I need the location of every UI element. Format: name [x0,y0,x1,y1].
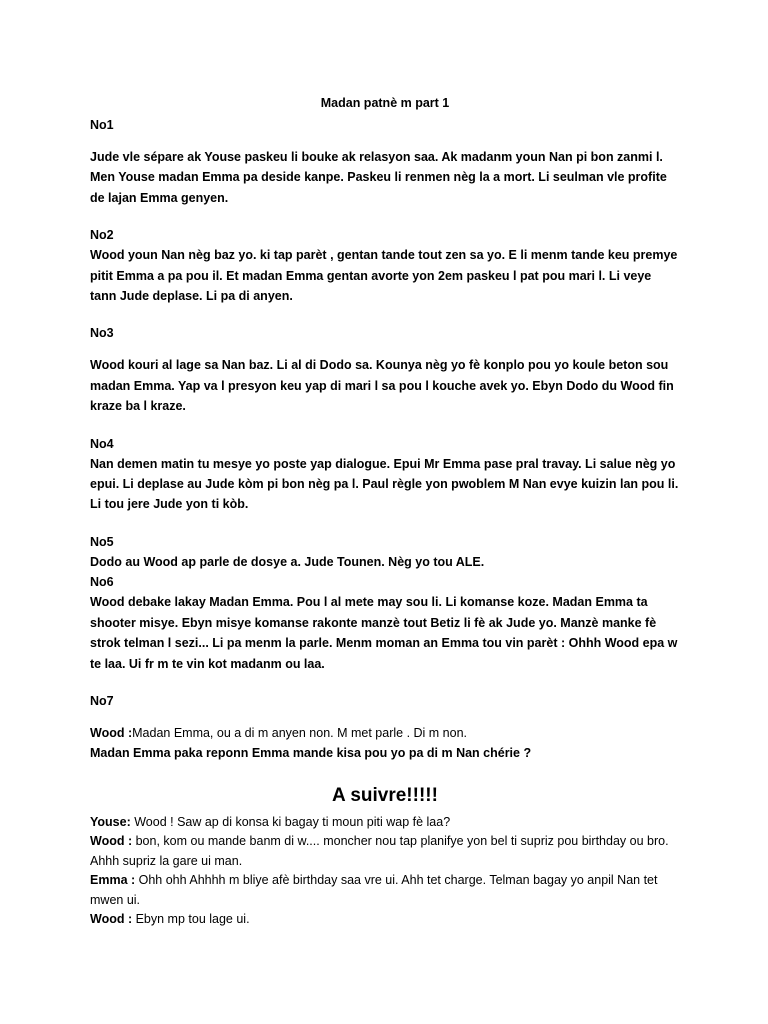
speaker-label: Wood : [90,912,133,927]
dialogue-entry [90,910,680,930]
section-text-no4: Nan demen matin tu mesye yo poste yap dialogue. Epui Mr Emma pase pral travay. Li salue nèg yo epui. Li deplase au Jude kòm pi bon nèg pa l. Paul règle yon pwoblem M Nan evye kuizin lan pou li. Li tou jere Jude yon ti kòb. [90,456,679,512]
section-label-no3: No3 [90,326,114,341]
section-label-no6: No6 [90,575,114,590]
section-label-no4: No4 [90,436,114,451]
document-title: Madan patnè m part 1 [320,96,450,110]
speaker-label: Wood : [90,725,133,740]
dialogue-entry [90,871,680,910]
section-label-no7: No7 [90,693,114,708]
speaker-label: Emma : [90,873,136,888]
section-label-no1: No1 [90,118,114,132]
speaker-label: Wood : [90,834,133,849]
dialogue-entry [90,832,680,871]
to-be-continued-heading: A suivre!!!!! [332,784,438,806]
dialogue-line: Ohh ohh Ahhhh m bliye afè birthday saa vre ui. Ahh tet charge. Telman bagay yo anpil Nan tet mwen ui. [90,873,658,907]
dialogue-line: bon, kom ou mande banm di w.... moncher nou tap planifye yon bel ti supriz pou birthday ou bro. Ahhh supriz la gare ui man. [90,834,669,868]
speaker-label: Youse: [90,814,131,829]
section-no7-dialogue [90,723,680,743]
section-text-no1: Jude vle sépare ak Youse paskeu li bouke ak relasyon saa. Ak madanm youn Nan pi bon zanmi l. Men Youse madan Emma pa deside kanpe. Paskeu li renmen nèg la a mort. Li seulman vle profite de lajan Emma genyen. [90,150,667,205]
section-no7-followup: Madan Emma paka reponn Emma mande kisa pou yo pa di m Nan chérie ? [90,746,532,761]
section-text-no5: Dodo au Wood ap parle de dosye a. Jude Tounen. Nèg yo tou ALE. [90,554,485,569]
dialogue-line: Madan Emma, ou a di m anyen non. M met parle . Di m non. [132,725,468,740]
section-text-no6: Wood debake lakay Madan Emma. Pou l al mete may sou li. Li komanse koze. Madan Emma ta shooter misye. Ebyn misye komanse rakonte manzè tout Betiz li fè ak Jude yo. Manzè manke fè strok telman l sezi... Li pa menm la parle. Menm moman an Emma tou vin parèt : Ohhh Wood epa w te laa. Ui fr m te vin kot madanm ou laa. [90,595,678,671]
dialogue-line: Wood ! Saw ap di konsa ki bagay ti moun piti wap fè laa? [130,814,451,829]
section-label-no5: No5 [90,534,114,549]
section-text-no3: Wood kouri al lage sa Nan baz. Li al di Dodo sa. Kounya nèg yo fè konplo pou yo koule beton sou madan Emma. Yap va l presyon keu yap di mari l sa pou l kouche avek yo. Ebyn Dodo du Wood fin kraze ba l kraze. [90,358,674,414]
dialogue-entry [90,813,680,833]
section-text-no2: Wood youn Nan nèg baz yo. ki tap parèt , gentan tande tout zen sa yo. E li menm tande keu premye pitit Emma a pa pou il. Et madan Emma gentan avorte yon 2em paskeu l pat pou mari l. Li veye tann Jude deplase. Li pa di anyen. [90,248,678,304]
section-label-no2: No2 [90,228,114,243]
dialogue-line: Ebyn mp tou lage ui. [132,912,250,927]
